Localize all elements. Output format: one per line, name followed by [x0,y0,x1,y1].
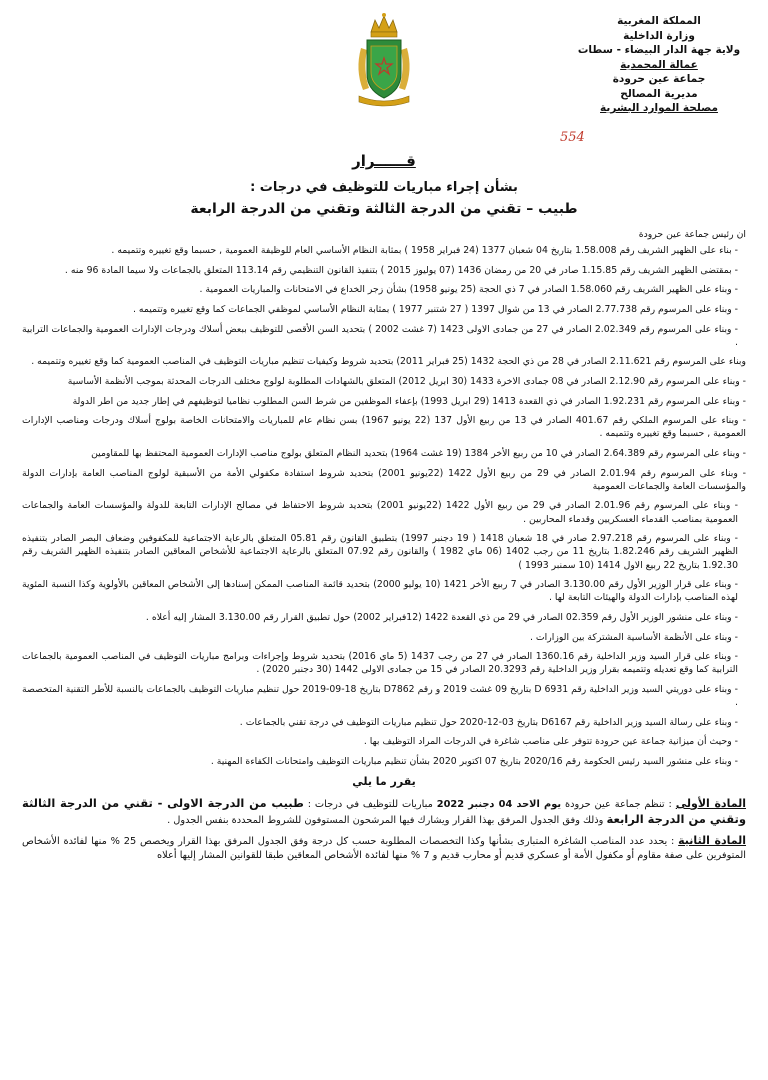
coat-of-arms-icon [349,10,419,110]
legal-basis-paragraph: - وبناء على دوريتي السيد وزير الداخلية رقم D 6931 بتاريخ 09 غشت 2019 و رقم D7862 بتاريخ 18-09-2019 حول تنظيم مباريات التوظيف بالجماعات بالنسبة للأطر التقنية المتخصصة . [22,683,738,709]
legal-basis-paragraph: - وبناء على المرسوم الملكي رقم 401.67 الصادر في 13 من ربيع الأول 137 (22 يونيو 1967) بسن نظام عام للمباريات والامتحانات الخاصة بولوج أسلاك ودرجات ومناصب الإدارات العمومية , حسبما وقع تغييره وتتميمه . [22,415,747,440]
header-line-ministry: وزارة الداخلية [623,29,695,42]
article-one-text-b: مباريات للتوظيف في درجات : [307,798,433,810]
header-line-service: مصلحة الموارد البشرية [600,102,718,114]
legal-basis-paragraph: - وبناء على الظهير الشريف رقم 1.58.060 الصادر في 7 ذي الحجة (25 يونيو 1958) بشأن زجر الخداع في الامتحانات والمباريات العمومية . [199,284,738,296]
article-one-label: المادة الأولى [675,796,746,810]
article-two-label: المادة الثانية [678,834,747,848]
header-line-directorate: مديرية المصالح [620,87,698,100]
legal-basis-paragraph: - وبناء على المرسوم رقم 2.97.218 صادر في 18 شعبان 1418 ( 19 دجنبر 1997) بتطبيق القانون رقم 05.81 المتعلق بالرعاية الاجتماعية للمكفوفين وضعاف البصر الصادر بتنفيذه الظهير الشريف رقم 1.82.246 بتاريخ 11 من رجب 1402 (06 ماي 1982 ) والقانون رقم 07.92 المتعلق بالرعاية الاجتماعية للأشخاص المعاقين الصادر بتنفيذه الظهير الشريف رقم 1.92.30 بتاريخ 22 ربيع الاول 1414 (10 سمنبر 1993 ) [22,533,738,571]
legal-basis-paragraph: - وبناء على المرسوم رقم 1.92.231 الصادر في ذي القعدة 1413 (29 ابريل 1993) بإعفاء الموظفين من شرط السن المطلوب نظاميا لتوظيفهم في إطار جديد من اطر الدولة [72,395,746,407]
article-one-text-c: وذلك وفق الجدول المرفق بهذا القرار ويشارك فيها المرشحون المستوفون للشروط المحددة بنفس الجدول . [167,814,604,826]
legal-basis-paragraph: - وبناء على المرسوم رقم 2.01.94 الصادر في 29 من ربيع الأول 1422 (22يونيو 2001) بتحديد شروط استفادة مكفولي الأمة من الأسبقية لولوج المناصب العامة بإدارات الدولة والمؤسسات العامة والجماعات العمومية [22,467,747,492]
decides-heading: يقرر ما يلي [352,774,416,788]
handwritten-reference-number: 554 [560,130,585,145]
decision-title-block [0,152,768,217]
article-one-date: يوم الاحد 04 دجنبر 2022 [436,798,562,810]
legal-basis-paragraph: - وبناء على منشور السيد رئيس الحكومة رقم 2020/16 بتاريخ 07 اكتوبر 2020 بشأن تنظيم مباريات التوظيف وامتحانات الكفاءة المهنية . [210,755,738,767]
legal-basis-paragraph: - بمقتضى الظهير الشريف رقم 1.15.85 صادر في 20 من رمضان 1436 (07 يوليوز 2015 ) بتنفيذ القانون التنظيمي رقم 113.14 المتعلق بالجماعات ولا سيما المادة 96 منه . [64,264,738,276]
decision-subject: بشأن إجراء مباريات للتوظيف في درجات : [250,180,518,195]
decision-grades: طبيب – تقني من الدرجة الثالثة وتقني من الدرجة الرابعة [190,201,578,217]
administrative-header [564,14,754,116]
legal-basis-paragraph: - وبناء على المرسوم رقم 2.01.96 الصادر في 29 من ربيع الأول 1422 (22يونيو 2001) بتحديد شروط الاحتفاظ في مصالح الإدارات التابعة للدولة والمؤسسات العامة والجماعات العمومية بمناصب القدماء العسكريين وقدماء المحاربين . [22,500,738,525]
article-one-grades: طبيب من الدرجة الاولى - تقني من الدرجة الثالثة وتقني من الدرجة الرابعة [22,795,746,826]
legal-basis-paragraph: - وبناء على المرسوم رقم 2.64.389 الصادر في 10 من ربيع الأخر 1384 (19 غشت 1964) بتحديد النظام المتعلق بولوج مناصب الإدارات العمومية المحتفظ بها للمقاومين [91,447,746,459]
header-line-commune: جماعة عين حرودة [612,73,706,85]
article-one-text-a: : تنظم جماعة عين حرودة [564,798,672,810]
intro-line: ان رئيس جماعة عين حرودة [638,229,746,240]
header-line-region: ولاية جهة الدار البيضاء - سطات [577,44,741,56]
article-two [22,834,746,863]
legal-basis-paragraph: وبناء على المرسوم رقم 2.11.621 الصادر في 28 من ذي الحجة 1432 (25 فبراير 2011) بتحديد شروط وكيفيات تنظيم مباريات التوظيف في المناصب العمومية كما وقع تغييره وتتميمه . [31,356,746,368]
header-line-kingdom: المملكة المغربية [617,15,701,27]
legal-basis-paragraph: - وبناء على المرسوم رقم 2.77.738 الصادر في 13 من شوال 1397 ( 27 شتنبر 1977 ) بمثابة النظام الأساسي لموظفي الجماعات كما وقع تغييره وتتميمه . [132,303,738,315]
legal-basis-paragraph: - وبناء على المرسوم رقم 2.12.90 الصادر في 08 جمادى الاخرة 1433 (30 ابريل 2012) المتعلق بالشهادات المطلوبة لولوج مختلف الدرجات المحدثة بموجب الأنظمة الأساسية [67,375,746,387]
legal-basis-paragraph: - وبناء على المرسوم رقم 2.02.349 الصادر في 27 من جمادى الاولى 1423 (7 غشت 2002 ) بتحديد السن الأقصى للتوظيف ببعض أسلاك ودرجات الإدارات العمومية والجماعات الترابية . [22,323,739,348]
legal-basis-paragraph: - بناء على الظهير الشريف رقم 1.58.008 بتاريخ 04 شعبان 1377 (24 فبراير 1958 ) بمثابة النظام الأساسي العام للوظيفة العمومية , حسبما وقع تغييره وتتميمه . [111,245,738,257]
decision-body [22,228,746,869]
legal-basis-paragraph: - وبناء على منشور الوزير الأول رقم 02.359 الصادر في 29 من ذي القعدة 1422 (12فبراير 2002) حول تطبيق القرار رقم 3.130.00 المشار إليه أعلاه . [145,611,738,623]
decision-heading: قــــــرار [352,152,416,170]
header-line-prefecture: عمالة المحمدية [620,58,698,71]
legal-basis-paragraph: - وبناء على رسالة السيد وزير الداخلية رقم D6167 بتاريخ 03-12-2020 حول تنظيم مباريات التوظيف في درجة تقني بالجماعات . [239,716,738,728]
article-one [22,796,746,828]
legal-basis-paragraph: - وحيث أن ميزانية جماعة عين حرودة تتوفر على مناصب شاغرة في الدرجات المراد التوظيف بها . [363,736,738,748]
legal-basis-paragraph: - وبناء على قرار الوزير الأول رقم 3.130.00 الصادر في 7 ربيع الأخر 1421 (10 يوليو 2000) بتحديد قائمة المناصب الممكن إسنادها إلى الأشخاص المعاقين بالأولوية وكذا النسبة المئوية لهذه المناصب بإدارات الدولة والهيئات التابعة لها . [22,579,738,604]
legal-basis-paragraph: - وبناء على قرار السيد وزير الداخلية رقم 1360.16 الصادر في 27 من رجب 1437 (5 ماي 2016) بتحديد شروط وإجراءات وبرامج مباريات التوظيف في المناصب العمومية بالجماعات الترابية كما وقع تعديله وتتميمه بقرار وزير الداخلية رقم 20.3293 الصادر في 15 من جمادى الاولى 1442 (30 دجنبر 2020) . [22,651,739,676]
legal-basis-paragraph: - وبناء على الأنظمة الأساسية المشتركة بين الوزارات . [530,631,738,643]
article-two-text: : يحدد عدد المناصب الشاغرة المتبارى بشأنها وكذا التخصصات المطلوبة حسب كل درجة وفق الجدول المرفق بهذا القرار ويخصص 25 % منها لفائدة الأشخاص المتوفرين على صفة مقاوم أو مكفول الأمة أو عسكري قديم أو محارب قديم و 7 % منها لفائدة الأشخاص المعاقين طبقا للقوانين المشار إليها أعلاه [22,836,746,862]
